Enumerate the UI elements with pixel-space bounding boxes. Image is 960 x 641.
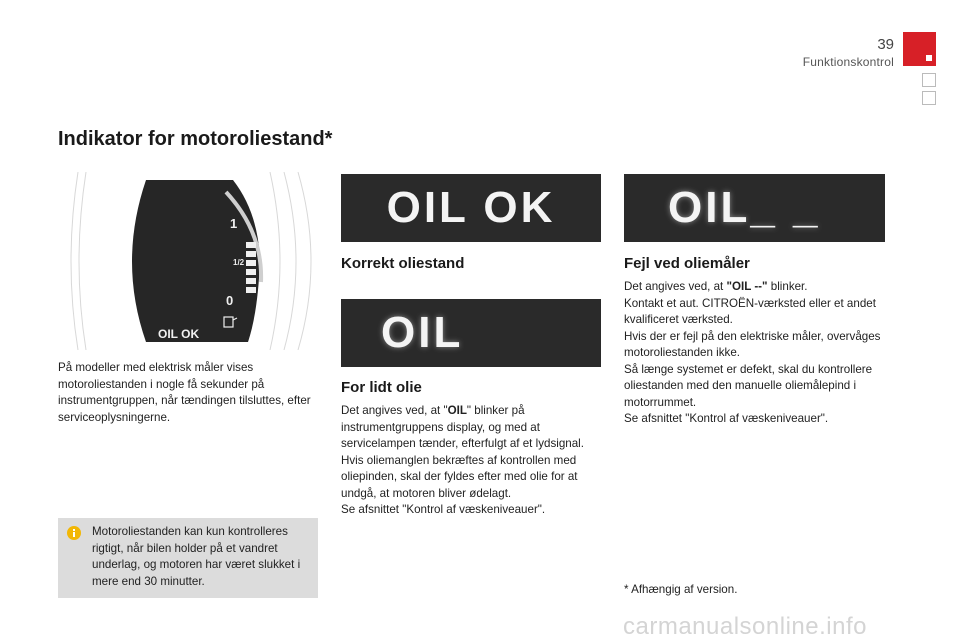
display-oil-dashes: [624, 174, 885, 242]
watermark: carmanualsonline.info: [623, 613, 867, 640]
section-title: Funktionskontrol: [802, 55, 894, 69]
page-title: Indikator for motoroliestand*: [58, 128, 333, 150]
intro-paragraph: På modeller med elektrisk måler vises motoroliestanden i nogle få sekunder på instrumentgruppen, når tændingen tilsluttes, efter serviceoplysningerne.: [58, 361, 311, 424]
nav-box-1[interactable]: [922, 73, 936, 87]
footnote: * Afhængig af version.: [624, 583, 738, 596]
gauge-fault-text-f: Se afsnittet "Kontrol af væskeniveauer".: [624, 412, 829, 425]
low-level-text-d: Se afsnittet "Kontrol af væskeniveauer".: [341, 503, 546, 516]
heading-correct-level: Korrekt oliestand: [341, 255, 465, 272]
gauge-fault-text-a: Det angives ved, at: [624, 280, 727, 293]
low-level-text: [341, 403, 603, 519]
gauge-fault-text-e: Så længe systemet er defekt, skal du kontrollere oliestanden med den manuelle oliemålepind i motorrummet.: [624, 362, 873, 409]
gauge-fault-text-bold: "OIL --": [726, 280, 768, 293]
gauge-fault-text-c: Kontakt et aut. CITROËN-værksted eller et andet kvalificeret værksted.: [624, 296, 876, 326]
low-level-text-c: Hvis oliemanglen bekræftes af kontrollen med oliepinden, skal der fyldes efter med olie for at undgå, at motoren bliver ødelagt.: [341, 453, 578, 500]
low-level-text-b: " blinker på instrumentgruppens display, og med at servicelampen tænder, efterfulgt af et lydsignal.: [341, 404, 584, 450]
square-icon: [926, 55, 932, 61]
gauge-fault-text-b: blinker.: [767, 280, 808, 293]
gauge-label-0: 0: [226, 293, 234, 308]
low-level-text-bold: OIL: [447, 404, 467, 417]
gauge-fault-text: [624, 279, 886, 428]
oil-gauge-illustration: [58, 172, 320, 350]
info-icon: [67, 526, 81, 540]
page-number: 39: [877, 36, 894, 53]
heading-low-level: For lidt olie: [341, 379, 422, 396]
gauge-label-1: 1: [230, 216, 238, 231]
display-oil-ok-text: OIL OK: [386, 183, 556, 232]
chapter-tab[interactable]: [903, 32, 936, 66]
nav-box-2[interactable]: [922, 91, 936, 105]
display-oil-ok: [341, 174, 601, 242]
heading-gauge-fault: Fejl ved oliemåler: [624, 255, 750, 272]
display-oil-dashes-text: OIL_ _: [668, 183, 821, 232]
gauge-label-half: 1/2: [233, 258, 245, 267]
low-level-text-a: Det angives ved, at ": [341, 404, 448, 417]
info-box-text: Motoroliestanden kan kun kontrolleres rigtigt, når bilen holder på et vandret underlag, og motoren har været slukket i mere end 30 minutter.: [92, 525, 301, 588]
gauge-display-text: OIL OK: [158, 327, 200, 341]
display-oil: [341, 299, 601, 367]
gauge-fault-text-d: Hvis der er fejl på den elektriske måler, overvåges motoroliestanden ikke.: [624, 329, 881, 359]
display-oil-text: OIL: [381, 308, 464, 357]
